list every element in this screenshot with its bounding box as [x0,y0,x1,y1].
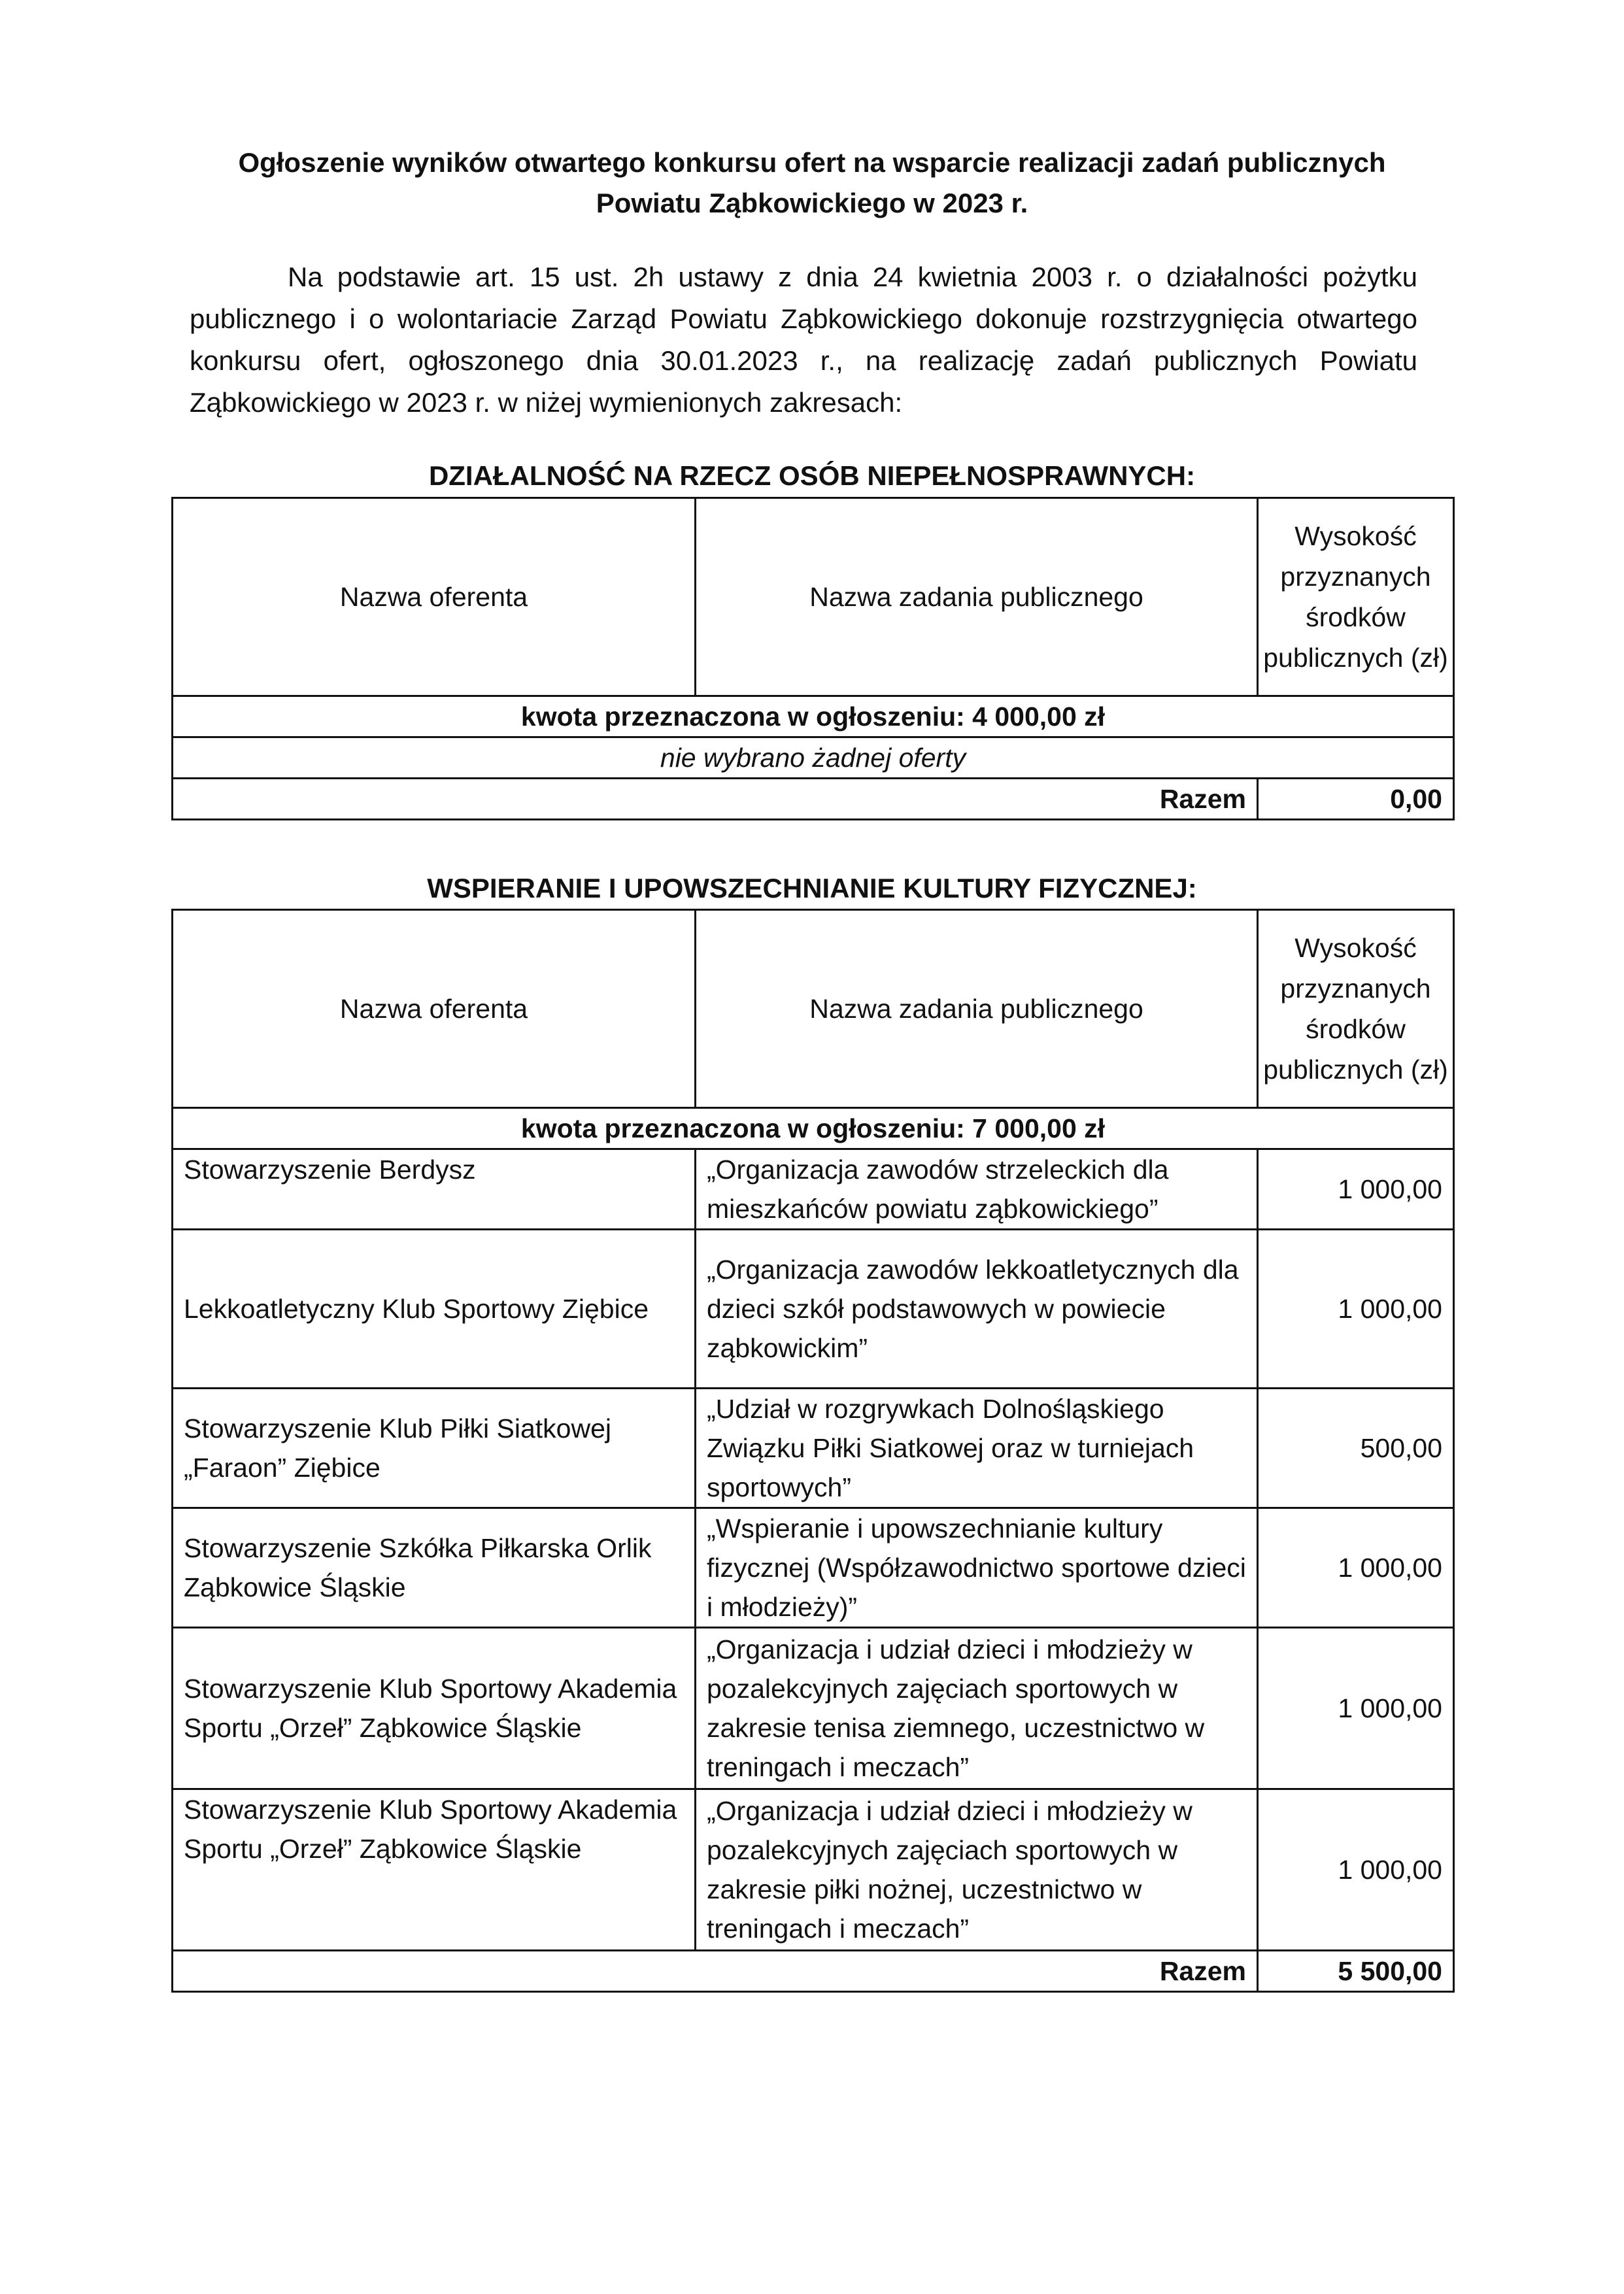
table-header-row [173,910,1454,1108]
task-name: „Udział w rozgrywkach Dolnośląskiego Związku Piłki Siatkowej oraz w turniejach sportowych” [696,1389,1258,1508]
table-row [173,1508,1454,1628]
sum-value: 0,00 [1258,779,1454,820]
offerer-name: Stowarzyszenie Klub Piłki Siatkowej „Faraon” Ziębice [173,1389,696,1508]
section1-heading: DZIAŁALNOŚĆ NA RZECZ OSÓB NIEPEŁNOSPRAWNYCH: [428,460,1196,491]
sum-value: 5 500,00 [1258,1951,1454,1992]
table-row [173,1389,1454,1508]
column-header-zadanie: Nazwa zadania publicznego [696,910,1258,1108]
section2-table [171,909,1455,1993]
intro-paragraph [190,256,1417,424]
offerer-name: Stowarzyszenie Szkółka Piłkarska Orlik Ząbkowice Śląskie [173,1508,696,1628]
title-line-1: Ogłoszenie wyników otwartego konkursu ofert na wsparcie realizacji zadań publicznych [238,147,1386,178]
offerer-name: Stowarzyszenie Klub Sportowy Akademia Sportu „Orzeł” Ząbkowice Śląskie [173,1628,696,1789]
task-name: „Organizacja zawodów lekkoatletycznych dla dzieci szkół podstawowych w powiecie ząbkowickim” [696,1230,1258,1389]
granted-amount: 1 000,00 [1258,1789,1454,1951]
offerer-name: Stowarzyszenie Berdysz [173,1149,696,1230]
column-header-oferent: Nazwa oferenta [173,498,696,696]
offerer-name: Lekkoatletyczny Klub Sportowy Ziębice [173,1230,696,1389]
table-row [173,1789,1454,1951]
intro-text: Na podstawie art. 15 ust. 2h ustawy z dnia 24 kwietnia 2003 r. o działalności pożytku publicznego i o wolontariacie Zarząd Powiatu Ząbkowickiego dokonuje rozstrzygnięcia otwartego konkursu ofert, ogłoszonego dnia 30.01.2023 r., na realizację zadań publicznych Powiatu Ząbkowickiego w 2023 r. w niżej wymienionych zakresach: [190,261,1417,418]
column-header-oferent: Nazwa oferenta [173,910,696,1108]
table-row [173,1230,1454,1389]
column-header-kwota: Wysokość przyznanych środków publicznych (zł) [1258,910,1454,1108]
table-row [173,1628,1454,1789]
section2-heading: WSPIERANIE I UPOWSZECHNIANIE KULTURY FIZYCZNEJ: [427,873,1197,903]
document-title [171,143,1453,224]
task-name: „Organizacja i udział dzieci i młodzieży w pozalekcyjnych zajęciach sportowych w zakresie piłki nożnej, uczestnictwo w treningach i meczach” [696,1789,1258,1951]
amount-row [173,1108,1454,1149]
task-name: „Organizacja i udział dzieci i młodzieży w pozalekcyjnych zajęciach sportowych w zakresie tenisa ziemnego, uczestnictwo w treningach i meczach” [696,1628,1258,1789]
granted-amount: 1 000,00 [1258,1230,1454,1389]
section1-table [171,497,1455,820]
task-name: „Wspieranie i upowszechnianie kultury fizycznej (Współzawodnictwo sportowe dzieci i młodzieży)” [696,1508,1258,1628]
granted-amount: 1 000,00 [1258,1149,1454,1230]
none-label: nie wybrano żadnej oferty [173,737,1454,779]
table-header-row [173,498,1454,696]
title-line-2: Powiatu Ząbkowickiego w 2023 r. [596,188,1028,218]
granted-amount: 500,00 [1258,1389,1454,1508]
amount-label: kwota przeznaczona w ogłoszeniu: 4 000,00 zł [173,696,1454,737]
offerer-name: Stowarzyszenie Klub Sportowy Akademia Sportu „Orzeł” Ząbkowice Śląskie [173,1789,696,1951]
table-row [173,1149,1454,1230]
sum-row [173,1951,1454,1992]
granted-amount: 1 000,00 [1258,1508,1454,1628]
column-header-zadanie: Nazwa zadania publicznego [696,498,1258,696]
sum-row [173,779,1454,820]
sum-label: Razem [173,779,1258,820]
sum-label: Razem [173,1951,1258,1992]
task-name: „Organizacja zawodów strzeleckich dla mieszkańców powiatu ząbkowickiego” [696,1149,1258,1230]
none-row [173,737,1454,779]
granted-amount: 1 000,00 [1258,1628,1454,1789]
column-header-kwota: Wysokość przyznanych środków publicznych (zł) [1258,498,1454,696]
amount-label: kwota przeznaczona w ogłoszeniu: 7 000,00 zł [173,1108,1454,1149]
amount-row [173,696,1454,737]
